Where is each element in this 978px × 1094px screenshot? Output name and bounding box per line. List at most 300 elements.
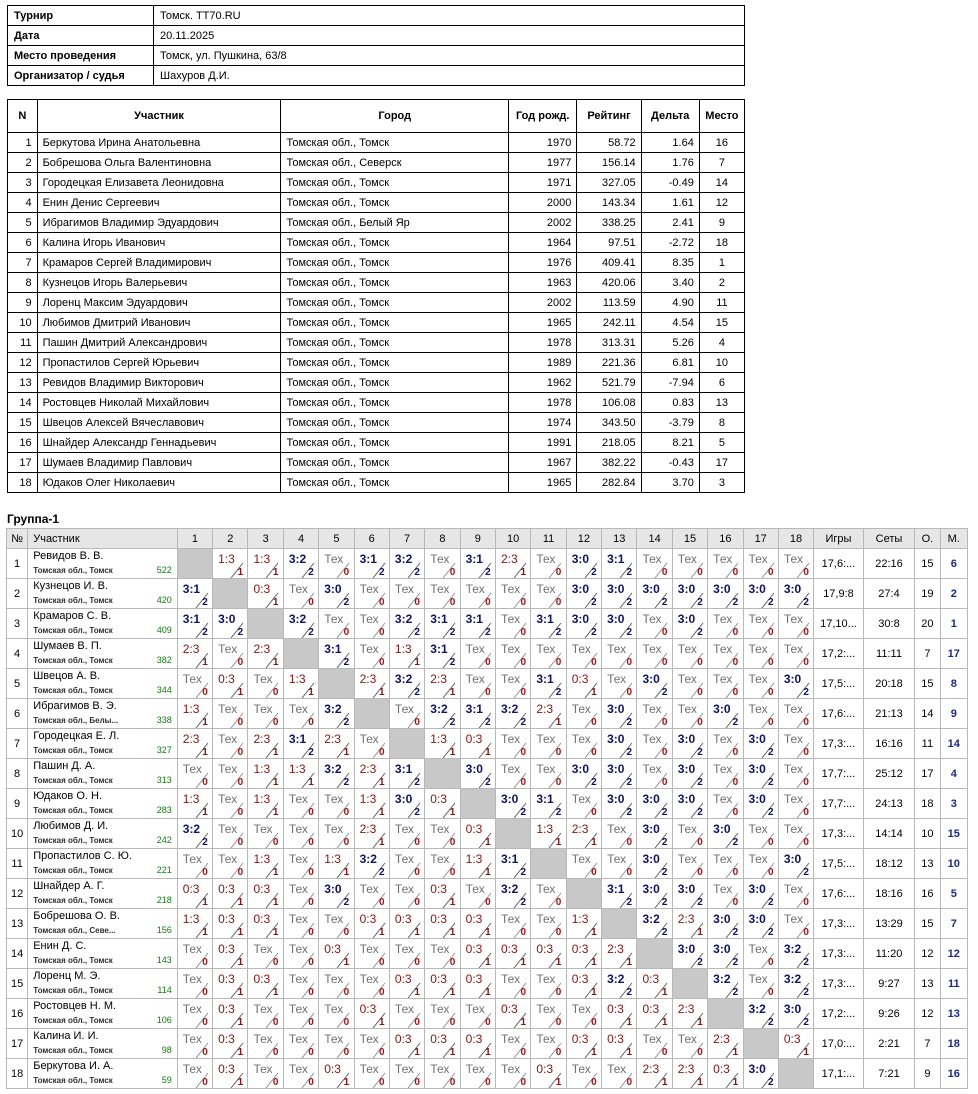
player-name: Ростовцев Н. М.: [33, 1000, 117, 1012]
diagonal-cell: [460, 789, 495, 819]
match-cell: [602, 579, 637, 609]
match-result: [708, 759, 742, 788]
match-result: [425, 789, 459, 818]
match-score: 3:2: [288, 612, 307, 626]
match-points: 0: [767, 867, 774, 878]
match-cell: [425, 639, 460, 669]
match-result: [602, 999, 636, 1028]
match-points: 2: [343, 597, 350, 608]
match-cell: [354, 909, 389, 939]
match-result: [425, 549, 459, 578]
group-crosstable: [6, 528, 968, 1089]
match-cell: [778, 759, 813, 789]
sets-value: 21:13: [863, 699, 915, 729]
match-result: [178, 729, 212, 758]
match-score: 3:2: [324, 762, 342, 776]
match-result: [637, 699, 671, 728]
match-result: [744, 669, 778, 698]
match-cell: [672, 909, 707, 939]
match-points: 0: [555, 777, 562, 788]
player-cell: [28, 759, 178, 789]
participant-cell: 242.11: [577, 313, 641, 333]
match-result: [708, 549, 742, 578]
participant-cell: 7: [8, 253, 38, 273]
match-cell: [213, 909, 248, 939]
match-score: 1:3: [253, 552, 271, 566]
participant-cell: 1.61: [641, 193, 699, 213]
match-result: [567, 639, 601, 668]
match-cell: [354, 1059, 389, 1089]
participant-cell: 5: [8, 213, 38, 233]
match-cell: [566, 909, 601, 939]
match-result: [708, 909, 742, 938]
match-cell: [672, 729, 707, 759]
match-result: [567, 609, 601, 638]
diagonal-cell: [319, 669, 354, 699]
match-result: [567, 699, 601, 728]
match-points: 1: [449, 987, 456, 998]
match-score: 0:3: [607, 1002, 624, 1016]
match-cell: [602, 999, 637, 1029]
match-result: [248, 759, 282, 788]
match-result: [602, 789, 636, 818]
match-cell: [637, 789, 672, 819]
participant-cell: Ревидов Владимир Викторович: [37, 373, 281, 393]
match-points: 1: [661, 1077, 668, 1088]
participant-cell: -2.72: [641, 233, 699, 253]
match-result: [213, 999, 247, 1028]
match-score: 3:0: [677, 942, 696, 956]
player-city: Томская обл., Томск: [33, 1016, 113, 1025]
place-value: 8: [940, 669, 967, 699]
match-points: 1: [414, 657, 420, 668]
match-points: 2: [555, 627, 562, 638]
match-points: 0: [732, 687, 739, 698]
participant-cell: Томская обл., Белый Яр: [281, 213, 509, 233]
match-points: 2: [767, 1017, 774, 1028]
match-points: 0: [414, 597, 420, 608]
match-result: [390, 639, 424, 668]
group-header-col: 11: [531, 529, 566, 549]
match-result: [213, 699, 247, 728]
match-score: Тех: [288, 972, 308, 986]
sets-value: 25:12: [863, 759, 915, 789]
match-cell: [637, 819, 672, 849]
match-points: 0: [555, 897, 562, 908]
match-points: 0: [449, 867, 456, 878]
match-result: [602, 609, 636, 638]
participant-cell: Швецов Алексей Вячеславович: [37, 413, 281, 433]
match-score: 3:0: [571, 762, 590, 776]
match-points: 2: [520, 807, 526, 818]
match-points: 0: [555, 927, 562, 938]
match-score: 3:0: [324, 882, 342, 896]
match-cell: [496, 939, 531, 969]
match-score: Тех: [465, 1062, 485, 1076]
match-cell: [283, 699, 318, 729]
match-score: 3:2: [182, 822, 201, 836]
participant-cell: 282.84: [577, 473, 641, 493]
match-score: Тех: [430, 822, 450, 836]
match-points: 0: [697, 837, 703, 848]
match-score: Тех: [677, 552, 697, 566]
match-result: [531, 1029, 565, 1058]
participant-cell: 1: [8, 133, 38, 153]
group-header-col: 15: [672, 529, 707, 549]
participant-row: [8, 173, 745, 193]
match-score: Тех: [783, 792, 803, 806]
participant-cell: 9: [8, 293, 38, 313]
match-score: Тех: [182, 972, 202, 986]
match-score: 3:0: [642, 582, 660, 596]
match-score: Тех: [748, 612, 768, 626]
points-value: 20: [915, 609, 940, 639]
match-result: [461, 759, 495, 788]
games-value: 17,6:...: [814, 879, 864, 909]
match-result: [319, 939, 353, 968]
row-number: 13: [7, 909, 28, 939]
match-result: [531, 669, 565, 698]
match-score: Тех: [324, 822, 344, 836]
participant-cell: 1976: [509, 253, 577, 273]
match-points: 0: [272, 1017, 279, 1028]
match-result: [496, 1029, 530, 1058]
match-cell: [283, 789, 318, 819]
match-result: [248, 849, 282, 878]
match-result: [744, 759, 778, 788]
sets-value: 9:26: [863, 999, 915, 1029]
match-result: [708, 1059, 742, 1088]
match-result: [567, 909, 601, 938]
player-rating: 106: [156, 1015, 172, 1025]
match-result: [567, 1029, 601, 1058]
match-score: 3:1: [607, 882, 625, 896]
match-cell: [354, 789, 389, 819]
participant-cell: Томская обл., Томск: [281, 453, 509, 473]
player-city: Томская обл., Томск: [33, 626, 113, 635]
match-score: Тех: [713, 642, 733, 656]
match-cell: [425, 729, 460, 759]
place-value: 15: [940, 819, 967, 849]
place-value: 11: [940, 969, 967, 999]
match-cell: [672, 579, 707, 609]
match-score: Тех: [713, 762, 733, 776]
match-result: [637, 1059, 671, 1088]
participant-cell: 8: [699, 413, 744, 433]
match-points: 0: [343, 837, 350, 848]
sets-value: 16:16: [863, 729, 915, 759]
match-result: [425, 969, 459, 998]
match-cell: [319, 729, 354, 759]
match-cell: [778, 939, 813, 969]
match-score: 1:3: [253, 762, 271, 776]
group-header-col: 6: [354, 529, 389, 549]
match-score: Тех: [501, 912, 521, 926]
player-city: Томская обл., Томск: [33, 836, 113, 845]
match-result: [178, 609, 212, 638]
match-cell: [213, 639, 248, 669]
row-number: 15: [7, 969, 28, 999]
participant-cell: Ибрагимов Владимир Эдуардович: [37, 213, 281, 233]
match-result: [496, 939, 530, 968]
match-cell: [708, 969, 743, 999]
participant-cell: 58.72: [577, 133, 641, 153]
match-cell: [566, 969, 601, 999]
participant-cell: 521.79: [577, 373, 641, 393]
match-result: [708, 639, 742, 668]
participant-cell: 4: [8, 193, 38, 213]
match-points: 2: [626, 717, 633, 728]
match-cell: [708, 579, 743, 609]
group-header-col: 4: [283, 529, 318, 549]
match-points: 0: [379, 627, 385, 638]
match-score: 2:3: [359, 822, 377, 836]
match-cell: [425, 669, 460, 699]
player-city: Томская обл., Севе...: [33, 926, 116, 935]
match-result: [284, 849, 318, 878]
match-score: 2:3: [253, 732, 271, 746]
match-points: 0: [626, 1077, 633, 1088]
diagonal-cell: [389, 729, 424, 759]
match-result: [425, 819, 459, 848]
match-score: 1:3: [253, 792, 271, 806]
match-points: 1: [485, 957, 491, 968]
match-score: 0:3: [253, 882, 271, 896]
match-points: 2: [697, 747, 703, 758]
match-points: 0: [449, 957, 456, 968]
match-score: 3:0: [607, 762, 625, 776]
match-points: 2: [767, 1077, 774, 1088]
match-points: 0: [591, 747, 597, 758]
match-points: 2: [732, 597, 739, 608]
match-score: 3:1: [182, 612, 201, 626]
match-result: [213, 639, 247, 668]
match-cell: [319, 549, 354, 579]
match-score: 3:0: [642, 792, 660, 806]
player-city: Томская обл., Томск: [33, 986, 113, 995]
match-score: Тех: [359, 612, 379, 626]
match-cell: [566, 549, 601, 579]
diagonal-cell: [283, 639, 318, 669]
match-cell: [496, 669, 531, 699]
match-cell: [672, 609, 707, 639]
match-cell: [743, 909, 778, 939]
points-value: 12: [915, 939, 940, 969]
match-result: [708, 819, 742, 848]
match-score: 0:3: [783, 1032, 801, 1046]
group-row: [7, 789, 968, 819]
player-city: Томская обл., Томск: [33, 1046, 113, 1055]
match-points: 2: [591, 567, 597, 578]
match-cell: [425, 849, 460, 879]
info-key: Организатор / судья: [8, 66, 154, 86]
match-score: 3:1: [430, 642, 448, 656]
participant-cell: 106.08: [577, 393, 641, 413]
group-row: [7, 909, 968, 939]
match-result: [461, 849, 495, 878]
match-score: 0:3: [501, 942, 518, 956]
match-points: 1: [449, 927, 456, 938]
place-value: 4: [940, 759, 967, 789]
match-cell: [602, 879, 637, 909]
match-cell: [460, 1029, 495, 1059]
participant-cell: 2000: [509, 193, 577, 213]
games-value: 17,1:...: [814, 1059, 864, 1089]
match-cell: [283, 579, 318, 609]
group-row: [7, 819, 968, 849]
player-cell: [28, 849, 178, 879]
group-row: [7, 699, 968, 729]
participants-header: Участник: [37, 100, 281, 133]
match-result: [744, 849, 778, 878]
match-score: 1:3: [288, 762, 306, 776]
match-score: Тех: [748, 702, 768, 716]
match-cell: [248, 939, 283, 969]
match-cell: [213, 819, 248, 849]
match-cell: [637, 639, 672, 669]
match-score: Тех: [571, 702, 591, 716]
match-points: 2: [767, 777, 774, 788]
participant-cell: 1991: [509, 433, 577, 453]
participant-cell: 1978: [509, 393, 577, 413]
match-result: [602, 1059, 636, 1088]
match-cell: [496, 999, 531, 1029]
participant-cell: 12: [8, 353, 38, 373]
match-score: Тех: [253, 1002, 273, 1016]
participant-cell: 3.40: [641, 273, 699, 293]
match-cell: [460, 759, 495, 789]
match-result: [248, 909, 282, 938]
match-cell: [778, 549, 813, 579]
match-cell: [354, 819, 389, 849]
match-result: [602, 579, 636, 608]
match-score: Тех: [430, 942, 450, 956]
match-cell: [566, 819, 601, 849]
participant-cell: Шумаев Владимир Павлович: [37, 453, 281, 473]
match-result: [178, 579, 212, 608]
info-key: Дата: [8, 26, 154, 46]
match-result: [425, 849, 459, 878]
games-value: 17,3:...: [814, 909, 864, 939]
match-points: 2: [697, 627, 703, 638]
match-points: 0: [803, 777, 809, 788]
player-rating: 59: [161, 1075, 172, 1085]
participant-row: [8, 313, 745, 333]
match-points: 1: [697, 1077, 703, 1088]
games-value: 17,5:...: [814, 669, 864, 699]
match-points: 0: [520, 987, 526, 998]
row-number: 1: [7, 549, 28, 579]
match-points: 0: [237, 747, 244, 758]
match-score: Тех: [218, 762, 238, 776]
match-cell: [672, 999, 707, 1029]
match-result: [425, 639, 459, 668]
match-result: [779, 609, 813, 638]
match-result: [248, 549, 282, 578]
match-cell: [637, 699, 672, 729]
player-city: Томская обл., Томск: [33, 596, 113, 605]
match-result: [425, 999, 459, 1028]
participant-cell: 1989: [509, 353, 577, 373]
match-score: 1:3: [430, 732, 447, 746]
match-cell: [778, 849, 813, 879]
match-points: 1: [343, 957, 350, 968]
match-points: 1: [379, 1017, 385, 1028]
match-score: Тех: [288, 942, 308, 956]
points-value: 15: [915, 909, 940, 939]
match-cell: [778, 789, 813, 819]
match-result: [744, 729, 778, 758]
match-points: 2: [697, 597, 703, 608]
match-score: Тех: [288, 1032, 308, 1046]
match-result: [673, 759, 707, 788]
match-points: 1: [520, 1017, 526, 1028]
match-score: 0:3: [465, 942, 483, 956]
match-points: 1: [343, 1077, 350, 1088]
match-score: Тех: [677, 642, 697, 656]
match-score: 3:2: [324, 702, 342, 716]
match-result: [284, 699, 318, 728]
match-cell: [531, 549, 566, 579]
match-cell: [566, 579, 601, 609]
match-points: 0: [237, 717, 244, 728]
match-points: 0: [449, 597, 456, 608]
match-cell: [496, 699, 531, 729]
match-score: Тех: [288, 702, 308, 716]
participant-cell: 313.31: [577, 333, 641, 353]
participant-cell: Томская обл., Томск: [281, 413, 509, 433]
match-cell: [213, 969, 248, 999]
match-score: 3:2: [501, 702, 519, 716]
match-points: 1: [237, 957, 244, 968]
match-points: 1: [343, 747, 350, 758]
match-cell: [319, 819, 354, 849]
group-header-col: 14: [637, 529, 672, 549]
games-value: 17,2:...: [814, 999, 864, 1029]
info-value: Шахуров Д.И.: [154, 66, 745, 86]
match-score: Тех: [536, 912, 556, 926]
match-points: 1: [237, 1047, 244, 1058]
match-result: [673, 849, 707, 878]
participant-cell: 218.05: [577, 433, 641, 453]
match-result: [531, 879, 565, 908]
match-cell: [213, 879, 248, 909]
points-value: 17: [915, 759, 940, 789]
match-cell: [425, 609, 460, 639]
match-score: 1:3: [182, 702, 200, 716]
match-points: 1: [520, 957, 526, 968]
match-result: [461, 699, 495, 728]
player-rating: 221: [156, 865, 172, 875]
match-result: [779, 939, 813, 968]
player-city: Томская обл., Томск: [33, 806, 113, 815]
player-name: Шнайдер А. Г.: [33, 880, 105, 892]
match-points: 1: [555, 957, 562, 968]
match-result: [637, 849, 671, 878]
player-city: Томская обл., Белы...: [33, 716, 119, 725]
match-score: Тех: [288, 852, 308, 866]
match-points: 0: [555, 657, 562, 668]
match-score: 2:3: [430, 672, 447, 686]
match-points: 0: [414, 1017, 420, 1028]
games-value: 17,0:...: [814, 1029, 864, 1059]
match-result: [355, 999, 389, 1028]
match-points: 1: [414, 927, 420, 938]
match-cell: [531, 699, 566, 729]
match-result: [531, 819, 565, 848]
match-score: Тех: [501, 582, 521, 596]
match-score: 3:1: [465, 702, 483, 716]
